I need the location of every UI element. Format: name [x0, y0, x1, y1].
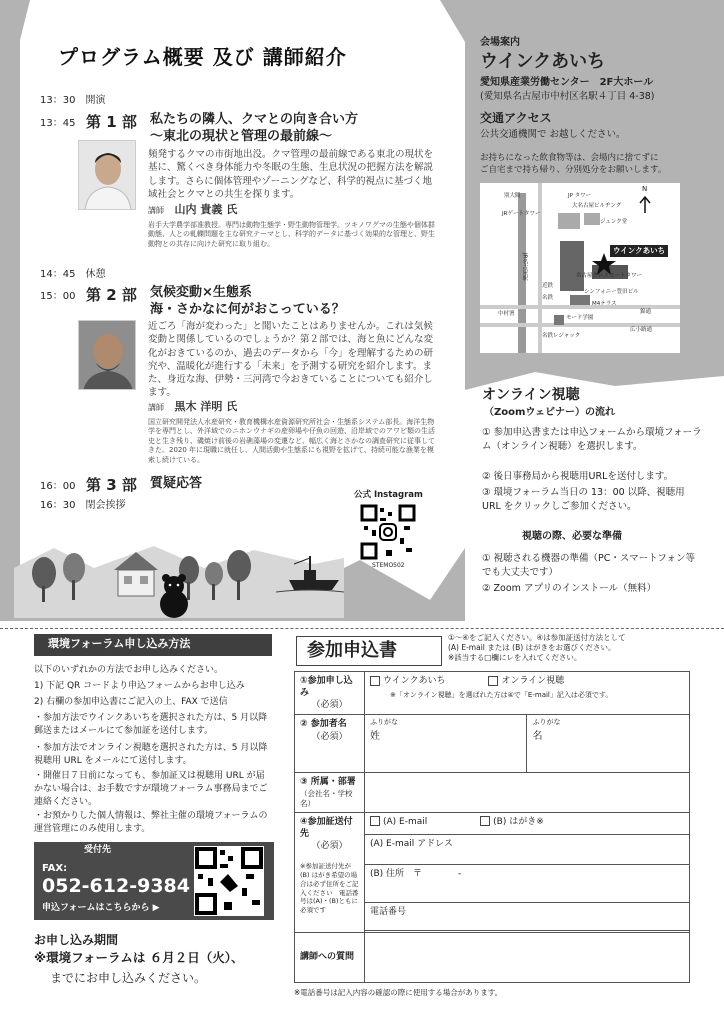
program-title: プログラム概要 及び 講師紹介: [58, 45, 347, 69]
apply-method-1: 1) 下記 QR コードより申込フォームからお申し込み: [34, 681, 245, 691]
surname-field[interactable]: ふりがな 姓: [365, 715, 527, 773]
map-label-kintetsu: 近鉄: [542, 283, 554, 289]
apply-bullet-1: ・参加方法でウインクあいちを選択された方は、5 月以降郵送またはメールにて参加証を送付します。: [34, 713, 268, 737]
part2-title: 気候変動×生態系 海・さかなに何がおこっている？: [150, 285, 345, 317]
phone-field[interactable]: 電話番号: [365, 902, 690, 930]
instagram-code: STEMO502: [372, 562, 405, 569]
close-line: 16：30 閉会挨拶: [40, 500, 126, 511]
venue-name: ウインクあいち: [480, 51, 606, 72]
row-participation-label: ①参加申し込み （必須）: [295, 672, 365, 715]
part3-title: 質疑応答: [150, 476, 203, 491]
apply-bullet-2: ・参加方法でオンライン視聴を選択された方は、5 月以降視聴用 URL をメールにて送付します。: [34, 743, 268, 767]
row-name-label: ② 参加者名 （必須）: [295, 715, 365, 773]
venue-sub: 愛知県産業労働センター 2F大ホール: [480, 77, 654, 88]
part1-description: 頻発するクマの市街地出没。クマ管理の最前線である東北の現状を基に、驚くべき身体能力や冬眠の生態、生息状況の把握方法を解説します。さらに個体管理やゾーニングなど、科学的視点に基づく地域社会とクマとの共生を探ります。: [148, 149, 434, 200]
apply-heading: 環境フォーラム申し込み方法: [34, 634, 272, 656]
part1-time: 13：45: [40, 118, 76, 129]
map-label-nishiki: 錦通: [640, 309, 652, 315]
fax-number[interactable]: 052-612-9384: [42, 875, 190, 897]
map-label-jr-station: JR名古屋駅: [521, 253, 528, 281]
prep-heading: 視聴の際、必要な準備: [522, 531, 622, 542]
email-field[interactable]: (A) E-mail アドレス: [365, 834, 690, 864]
map-label-symphony: シンフォニー豊田ビル: [584, 289, 639, 295]
form-footer-note: ※電話番号は記入内容の確認の際に使用する場合があります。: [294, 988, 503, 997]
checkbox-icon: [488, 676, 498, 686]
map-label-betsu: 別大阪: [504, 193, 521, 199]
checkbox-icon: [370, 816, 380, 826]
part3-time: 16：00: [40, 481, 76, 492]
map-label-nakamura: 中村署: [498, 311, 515, 317]
lecturer2-name-line: 講師 黒木 洋明 氏: [148, 400, 238, 413]
reception-box: [34, 842, 274, 920]
access-heading: 交通アクセス: [480, 111, 552, 125]
access-text: 公共交通機関で お越しください。: [480, 129, 626, 140]
map-label-junkudo: ジュンク堂: [600, 219, 628, 225]
form-instructions: ①〜④をご記入ください。④は参加証送付方法として (A) E-mail または (B) はがきをお選びください。 ※該当する□欄にレを入れてください。: [448, 633, 626, 662]
map-label-m4: M4テラス: [592, 301, 617, 307]
address-field[interactable]: (B) 住所 〒 -: [365, 864, 690, 902]
form-title: 参加申込書: [296, 636, 442, 666]
instagram-qr-code[interactable]: [360, 504, 416, 560]
send-method-options: [365, 812, 690, 834]
option-postcard[interactable]: (B) はがき※: [480, 817, 544, 827]
row-send-to-label: ④参加証送付先 （必須） ※参加証送付先が(B) はがき希望の場合は必ず住所をご記入ください 電話番号は(A)・(B)ともに必須です: [295, 812, 365, 932]
lecturer2-name: 黒木 洋明 氏: [174, 400, 238, 413]
checkbox-icon: [370, 676, 380, 686]
option-online[interactable]: オンライン視聴: [488, 676, 564, 686]
map-label-lejac: 名鉄レジャック: [542, 333, 581, 339]
option-wink-aichi[interactable]: ウインクあいち: [370, 676, 446, 686]
apply-intro: 以下のいずれかの方法でお申し込みください。: [34, 665, 224, 675]
break-line: 14：45 休憩: [40, 269, 106, 280]
apply-method-2: 2) 右欄の参加申込書にご記入の上、FAX で送信: [34, 697, 228, 707]
access-map[interactable]: [480, 183, 680, 353]
part1-number: 第 1 部: [86, 113, 137, 131]
apply-bullet-3: ・開催日７日前になっても、参加証又は視聴用 URL が届かない場合は、お手数ですが環境フォーラム事務局までご連絡ください。: [34, 771, 268, 808]
map-label-jrgate: JRゲートタワー: [502, 211, 541, 217]
row-affiliation-label: ③ 所属・部署 （会社名・学校名）: [295, 773, 365, 812]
lecturer2-profile: 国立研究開発法人水産研究・教育機構水産資源研究所社会・生態系システム部長。海洋生物学を専門とし、外洋域でのニホンウナギの産卵場や仔魚の回遊、沿岸域でのアワビ類の生活史と生き残り、磯焼け前後の岩礁藻場の変遷など、幅広く海とさかなの調査研究に従事してきた。2020 年に現職に就任し、人間活動や生態系にも視野を拡げて、持続可能な漁業を模索し続けている。: [148, 418, 435, 464]
row-question-label: 講師への質問: [295, 932, 365, 982]
lecturer2-photo: [78, 320, 136, 390]
nature-illustration: [14, 528, 344, 618]
participation-options: [365, 672, 690, 715]
reception-label: 受付先: [84, 845, 112, 855]
prep-item-1: ① 視聴される機器の準備（PC・スマートフォン等でも大丈夫です）: [482, 553, 695, 578]
online-step-3: ③ 環境フォーラム当日の 13：00 以降、視聴用 URL をクリックしご参加ください。: [482, 487, 685, 512]
application-form: [294, 671, 690, 983]
online-step-1: ① 参加申込書または申込フォームから環境フォーラム（オンライン視聴）を選択します。: [482, 427, 702, 452]
lecturer1-profile: 岩手大学農学部准教授。専門は動物生態学・野生動物管理学。ツキノワグマの生態や個体群動態、人との軋轢問題を主な研究テーマとし、科学的データに基づく効果的な管理と、野生動物との共存に向けた研究に取り組む。: [148, 221, 435, 248]
north-label: N: [642, 185, 648, 193]
form-link[interactable]: 申込フォームはこちらから ▶: [42, 903, 160, 913]
map-venue-label: ウインクあいち: [610, 245, 668, 257]
part3-number: 第 3 部: [86, 476, 137, 494]
send-to-note: ※参加証送付先が(B) はがき希望の場合は必ず住所をご記入ください 電話番号は(A)・(B)ともに必須です: [300, 862, 359, 915]
lecturer1-name-line: 講師 山内 貴義 氏: [148, 203, 238, 216]
participation-note: ※「オンライン視聴」を選ばれた方は④で「E-mail」記入は必須です。: [390, 691, 613, 700]
apply-bullet-4: ・お預かりした個人情報は、弊社主催の環境フォーラムの運営管理にのみ使用します。: [34, 811, 268, 835]
checkbox-icon: [480, 816, 490, 826]
venue-note-2: ご自宅まで持ち帰り、分別処分をお願いします。: [480, 165, 667, 175]
lecturer1-name: 山内 貴義 氏: [174, 203, 238, 216]
given-name-field[interactable]: ふりがな 名: [527, 715, 690, 773]
online-step-2: ② 後日事務局から視聴用URLを送付します。: [482, 471, 674, 482]
bear-icon: [160, 574, 188, 618]
venue-address: (愛知県名古屋市中村区名駅４丁目 4-38): [480, 91, 655, 102]
part1-title: 私たちの隣人、クマとの向き合い方 ～東北の現状と管理の最前線～: [150, 112, 359, 144]
map-label-daimeiko: 大名古屋ビルヂング: [572, 203, 622, 209]
period-sub: までにお申し込みください。: [50, 971, 207, 985]
option-email[interactable]: (A) E-mail: [370, 817, 427, 827]
affiliation-field[interactable]: [365, 773, 690, 812]
lecturer1-photo: [78, 140, 136, 210]
fax-label: FAX:: [42, 863, 68, 874]
online-heading: オンライン視聴: [482, 387, 580, 403]
instagram-label: 公式 Instagram: [354, 490, 423, 500]
part2-description: 近ごろ「海が変わった」と聞いたことはありませんか。これは気候変動と関係しているのでしょうか？第２部では、海と魚にどんな変化がおきているのか、過去のデータから「今」を理解するための研究や、温暖化が進行する「未来」を予測する研究を紹介します。また、身近な海、伊勢・三河湾で今おきていることについても紹介します。: [148, 321, 434, 399]
period-main: ※環境フォーラムは ６月２日（火）、: [34, 950, 244, 965]
question-field[interactable]: [365, 932, 690, 982]
prep-item-2: ② Zoom アプリのインストール（無料）: [482, 583, 657, 594]
venue-note-1: お持ちになった飲食物等は、会場内に捨てずに: [480, 153, 659, 163]
map-label-hirokoji: 広小路通: [630, 327, 653, 333]
map-label-meitetsu: 名鉄: [542, 295, 554, 301]
cut-line: [0, 628, 724, 629]
open-time: 13：30 開演: [40, 95, 106, 106]
apply-form-qr-code[interactable]: [194, 846, 264, 916]
map-label-mode: モード学園: [566, 315, 594, 321]
online-subheading: （Zoomウェビナー）の流れ: [484, 407, 616, 418]
part2-time: 15：00: [40, 291, 76, 302]
map-label-jptower: JP タワー: [568, 193, 592, 199]
map-label-crosscourt: 名古屋クロスコートタワー: [576, 273, 643, 279]
north-arrow-icon: [640, 197, 650, 213]
period-heading: お申し込み期間: [34, 933, 119, 947]
venue-heading: 会場案内: [480, 37, 520, 48]
part2-number: 第 2 部: [86, 286, 137, 304]
